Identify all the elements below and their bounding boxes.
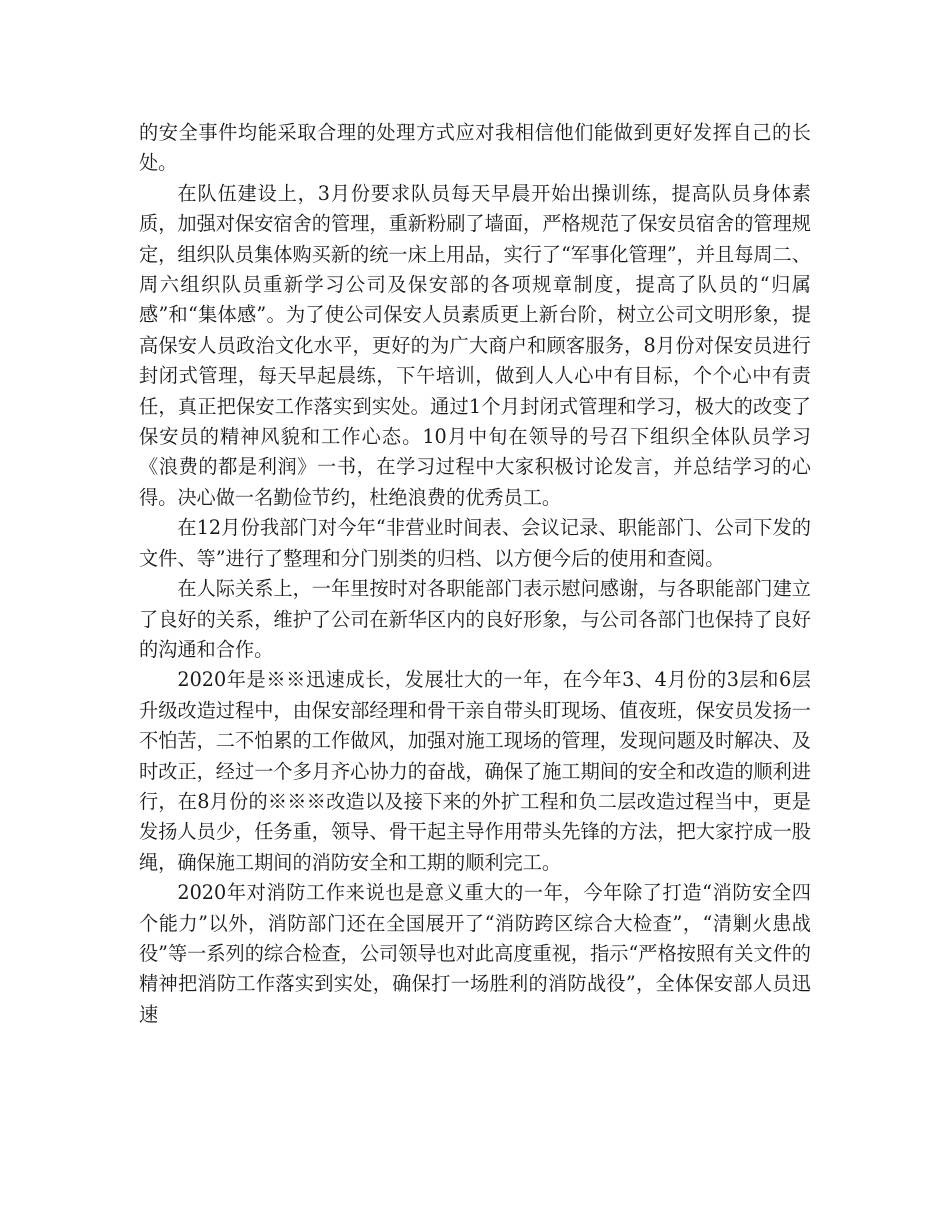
paragraph-team-building: 在队伍建设上，3月份要求队员每天早晨开始出操训练，提高队员身体素质，加强对保安宿舍的管理，重新粉刷了墙面，严格规范了保安员宿舍的管理规定，组织队员集体购买新的统一床上用品，实行了“军事化管理”，并且每周二、周六组织队员重新学习公司及保安部的各项规章制度，提高了队员的“归属感”和“集体感”。为了使公司保安人员素质更上新台阶，树立公司文明形象，提高保安人员政治文化水平，更好的为广大商户和顾客服务，8月份对保安员进行封闭式管理，每天早起晨练，下午培训，做到人人心中有目标，个个心中有责任，真正把保安工作落实到实处。通过1个月封闭式管理和学习，极大的改变了保安员的精神风貌和工作心态。10月中旬在领导的号召下组织全体队员学习《浪费的都是利润》一书，在学习过程中大家积极讨论发言，并总结学习的心得。决心做一名勤俭节约，杜绝浪费的优秀员工。 xyxy=(139,181,811,509)
paragraph-fire-safety: 2020年对消防工作来说也是意义重大的一年，今年除了打造“消防安全四个能力”以外，消防部门还在全国展开了“消防跨区综合大检查”，“清剿火患战役”等一系列的综合检查，公司领导也对此高度重视，指示“严格按照有关文件的精神把消防工作落实到实处，确保打一场胜利的消防战役”，全体保安部人员迅速 xyxy=(139,881,811,1026)
document-body xyxy=(139,118,811,1030)
paragraph-archiving: 在12月份我部门对今年“非营业时间表、会议记录、职能部门、公司下发的文件、等”进行了整理和分门别类的归档、以方便今后的使用和查阅。 xyxy=(139,516,811,570)
paragraph-continuation: 的安全事件均能采取合理的处理方式应对我相信他们能做到更好发挥自己的长处。 xyxy=(139,121,811,175)
paragraph-relations: 在人际关系上，一年里按时对各职能部门表示慰问感谢，与各职能部门建立了良好的关系，维护了公司在新华区内的良好形象，与公司各部门也保持了良好的沟通和合作。 xyxy=(139,577,811,661)
paragraph-renovation: 2020年是※※迅速成长，发展壮大的一年，在今年3、4月份的3层和6层升级改造过程中，由保安部经理和骨干亲自带头盯现场、值夜班，保安员发扬一不怕苦，二不怕累的工作做风，加强对施工现场的管理，发现问题及时解决、及时改正，经过一个多月齐心协力的奋战，确保了施工期间的安全和改造的顺利进行，在8月份的※※※改造以及接下来的外扩工程和负二层改造过程当中，更是发扬人员少，任务重，领导、骨干起主导作用带头先锋的方法，把大家拧成一股绳，确保施工期间的消防安全和工期的顺利完工。 xyxy=(139,668,811,874)
